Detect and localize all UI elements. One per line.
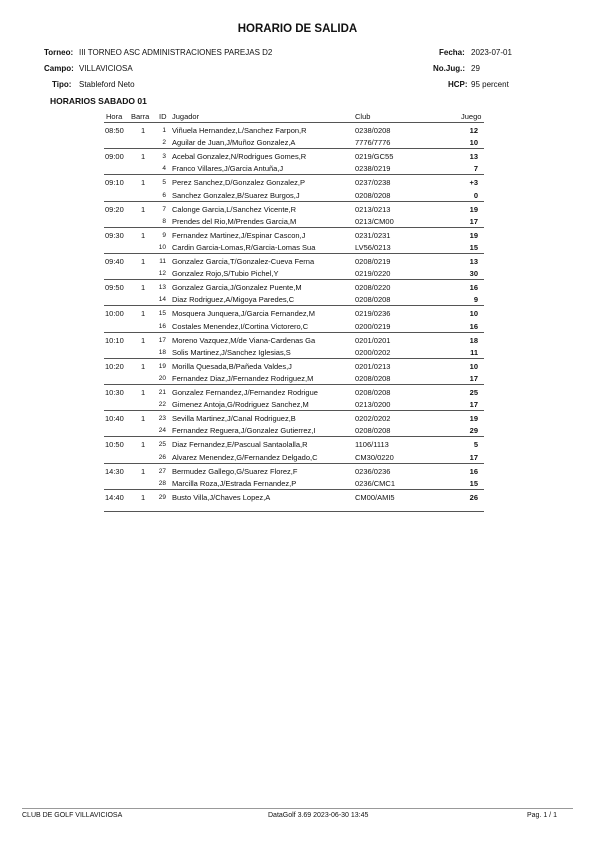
table-row	[104, 122, 484, 136]
column-header-jugador: Jugador	[172, 112, 200, 121]
cell-juego: 15	[469, 242, 478, 252]
cell-hora: 09:00	[105, 152, 124, 162]
cell-jugador: Fernandez Martinez,J/Espinar Cascon,J	[172, 230, 306, 240]
table-row	[104, 305, 484, 319]
cell-id: 5	[162, 179, 166, 187]
cell-jugador: Mosquera Junquera,J/Garcia Fernandez,M	[172, 309, 315, 319]
table-bottom-rule	[104, 511, 484, 512]
cell-juego: 29	[469, 426, 478, 436]
table-row	[104, 227, 484, 241]
cell-juego: 10	[469, 309, 478, 319]
cell-club: 0208/0219	[355, 257, 391, 266]
cell-juego: 15	[469, 478, 478, 488]
cell-hora: 10:40	[105, 414, 124, 424]
cell-jugador: Franco Villares,J/Garcia Antuña,J	[172, 164, 284, 174]
cell-id: 25	[158, 441, 166, 449]
cell-id: 15	[158, 310, 166, 318]
cell-juego: 13	[469, 152, 478, 162]
footer-page: Pag. 1 / 1	[527, 812, 557, 819]
fecha-value: 2023-07-01	[471, 48, 512, 57]
torneo-value: III TORNEO ASC ADMINISTRACIONES PAREJAS D2	[79, 48, 273, 57]
cell-juego: 26	[469, 492, 478, 502]
cell-juego: 18	[469, 335, 478, 345]
cell-id: 20	[158, 374, 166, 382]
table-row	[104, 266, 484, 279]
cell-id: 26	[158, 453, 166, 461]
cell-barra: 1	[141, 492, 146, 502]
table-row	[104, 201, 484, 215]
cell-hora: 09:10	[105, 178, 124, 188]
cell-jugador: Bermudez Gallego,G/Suarez Florez,F	[172, 466, 298, 476]
cell-juego: 17	[469, 373, 478, 383]
cell-jugador: Fernandez Reguera,J/Gonzalez Gutierrez,I	[172, 426, 316, 436]
cell-id: 22	[158, 401, 166, 409]
table-row	[104, 292, 484, 305]
cell-id: 19	[158, 362, 166, 370]
table-row	[104, 397, 484, 410]
cell-jugador: Aguilar de Juan,J/Muñoz Gonzalez,A	[172, 138, 296, 148]
cell-id: 17	[158, 336, 166, 344]
footer-software: DataGolf 3.69 2023-06-30 13:45	[268, 812, 369, 819]
cell-jugador: Alvarez Menendez,G/Fernandez Delgado,C	[172, 452, 318, 462]
cell-barra: 1	[141, 388, 146, 397]
table-row	[104, 489, 484, 503]
cell-hora: 10:00	[105, 309, 124, 319]
table-row	[104, 188, 484, 201]
tipo-label: Tipo:	[52, 80, 72, 89]
cell-club: 0231/0231	[355, 230, 391, 240]
hcp-label: HCP:	[448, 80, 468, 89]
cell-id: 13	[158, 284, 166, 292]
table-row	[104, 358, 484, 372]
cell-hora: 10:30	[105, 388, 124, 397]
cell-club: 0219/GC55	[355, 152, 394, 162]
cell-barra: 1	[141, 309, 146, 319]
cell-jugador: Calonge Garcia,L/Sanchez Vicente,R	[172, 204, 297, 214]
cell-barra: 1	[141, 414, 146, 424]
cell-juego: 11	[470, 347, 478, 357]
table-row	[104, 436, 484, 450]
table-row	[104, 332, 484, 346]
cell-jugador: Gonzalez Rojo,S/Tubio Pichel,Y	[172, 269, 279, 279]
cell-club: 0200/0202	[355, 347, 391, 357]
table-row	[104, 463, 484, 477]
cell-club: 0237/0238	[355, 178, 391, 188]
cell-juego: 19	[469, 204, 478, 214]
cell-jugador: Viñuela Hernandez,L/Sanchez Farpon,R	[172, 126, 307, 135]
cell-jugador: Perez Sanchez,D/Gonzalez Gonzalez,P	[172, 178, 305, 188]
column-header-hora: Hora	[106, 112, 123, 121]
cell-juego: 13	[469, 257, 478, 266]
cell-club: 1106/1113	[355, 440, 389, 450]
nojug-value: 29	[471, 64, 480, 73]
campo-label: Campo:	[44, 64, 74, 73]
cell-id: 12	[158, 270, 166, 278]
table-row	[104, 253, 484, 267]
cell-juego: 10	[469, 138, 478, 148]
cell-club: 0208/0208	[355, 190, 391, 200]
cell-juego: 25	[469, 388, 478, 397]
page-title: HORARIO DE SALIDA	[237, 23, 358, 35]
cell-juego: 5	[473, 440, 478, 450]
cell-barra: 1	[141, 466, 146, 476]
cell-club: 0201/0201	[355, 335, 391, 345]
cell-club: 0238/0208	[355, 126, 391, 135]
cell-club: 0236/0236	[355, 466, 391, 476]
cell-jugador: Cardin Garcia-Lomas,R/Garcia-Lomas Sua	[172, 242, 316, 252]
table-row	[104, 240, 484, 253]
cell-jugador: Gonzalez Fernandez,J/Fernandez Rodrigue	[172, 388, 318, 397]
table-row	[104, 371, 484, 384]
cell-jugador: Morilla Quesada,B/Pañeda Valdes,J	[172, 361, 292, 371]
cell-jugador: Gonzalez Garcia,T/Gonzalez-Cueva Ferna	[172, 257, 315, 266]
cell-juego: 17	[469, 400, 478, 410]
cell-club: 0208/0208	[355, 373, 391, 383]
table-row	[104, 450, 484, 463]
cell-hora: 14:40	[105, 492, 124, 502]
cell-club: CM00/AMI5	[355, 492, 395, 502]
cell-id: 29	[158, 493, 166, 501]
cell-id: 24	[158, 427, 166, 435]
cell-club: 0208/0208	[355, 295, 391, 305]
cell-club: 0213/CM00	[355, 216, 394, 226]
campo-value: VILLAVICIOSA	[79, 64, 133, 73]
fecha-label: Fecha:	[439, 48, 465, 57]
cell-club: 0208/0220	[355, 283, 391, 293]
cell-club: 0208/0208	[355, 426, 391, 436]
cell-barra: 1	[141, 335, 146, 345]
cell-club: 0213/0213	[355, 204, 391, 214]
footer-rule	[22, 808, 573, 809]
cell-juego: 0	[473, 190, 478, 200]
cell-club: CM30/0220	[355, 452, 394, 462]
torneo-label: Torneo:	[44, 48, 74, 57]
cell-jugador: Moreno Vazquez,M/de Viana-Cardenas Ga	[172, 335, 316, 345]
column-header-barra: Barra	[131, 112, 150, 121]
cell-id: 6	[162, 191, 166, 199]
table-row	[104, 423, 484, 436]
cell-id: 9	[162, 231, 166, 239]
cell-jugador: Fernandez Diaz,J/Fernandez Rodriguez,M	[172, 373, 314, 383]
table-row	[104, 174, 484, 188]
cell-jugador: Sanchez Gonzalez,B/Suarez Burgos,J	[172, 190, 300, 200]
cell-jugador: Costales Menendez,I/Cortina Victorero,C	[172, 321, 309, 331]
cell-id: 23	[158, 415, 166, 423]
cell-barra: 1	[141, 257, 146, 266]
cell-juego: 9	[473, 295, 478, 305]
table-row	[104, 319, 484, 332]
cell-id: 1	[162, 127, 166, 134]
cell-id: 2	[162, 139, 166, 147]
cell-id: 18	[158, 348, 166, 356]
cell-club: 7776/7776	[355, 138, 391, 148]
cell-club: 0202/0202	[355, 414, 391, 424]
cell-id: 14	[158, 296, 166, 304]
cell-id: 10	[158, 243, 166, 251]
cell-jugador: Solis Martinez,J/Sanchez Iglesias,S	[172, 347, 291, 357]
cell-juego: 12	[469, 126, 478, 135]
cell-id: 16	[158, 322, 166, 330]
cell-juego: 19	[469, 230, 478, 240]
cell-jugador: Gonzalez Garcia,J/Gonzalez Puente,M	[172, 283, 302, 293]
cell-jugador: Marcilla Roza,J/Estrada Fernandez,P	[172, 478, 297, 488]
cell-hora: 10:20	[105, 361, 124, 371]
cell-barra: 1	[141, 178, 146, 188]
cell-barra: 1	[141, 230, 146, 240]
cell-jugador: Sevilla Martinez,J/Canal Rodriguez,B	[172, 414, 296, 424]
table-row	[104, 161, 484, 174]
cell-hora: 09:40	[105, 257, 124, 266]
cell-id: 8	[162, 217, 166, 225]
cell-juego: 16	[469, 466, 478, 476]
table-row	[104, 410, 484, 424]
table-row	[104, 214, 484, 227]
table-row	[104, 384, 484, 398]
cell-jugador: Acebal Gonzalez,N/Rodrigues Gomes,R	[172, 152, 307, 162]
cell-hora: 09:30	[105, 230, 124, 240]
cell-barra: 1	[141, 361, 146, 371]
cell-hora: 09:50	[105, 283, 124, 293]
cell-hora: 10:10	[105, 335, 124, 345]
cell-juego: 30	[469, 269, 478, 279]
cell-juego: +3	[469, 178, 478, 188]
column-header-club: Club	[355, 112, 371, 121]
table-row	[104, 476, 484, 489]
cell-club: 0200/0219	[355, 321, 391, 331]
cell-juego: 7	[473, 164, 478, 174]
cell-jugador: Diaz Rodriguez,A/Migoya Paredes,C	[172, 295, 295, 305]
cell-club: 0213/0200	[355, 400, 391, 410]
nojug-label: No.Jug.:	[433, 64, 465, 73]
cell-juego: 16	[469, 321, 478, 331]
cell-id: 28	[158, 479, 166, 487]
table-row	[104, 135, 484, 148]
cell-jugador: Diaz Fernandez,E/Pascual Santaolalla,R	[172, 440, 308, 450]
cell-id: 3	[162, 153, 166, 161]
cell-juego: 19	[469, 414, 478, 424]
column-header-juego: Juego	[461, 112, 482, 121]
table-row	[104, 345, 484, 358]
cell-club: 0219/0236	[355, 309, 391, 319]
cell-hora: 08:50	[105, 126, 124, 135]
cell-id: 4	[162, 165, 166, 173]
cell-barra: 1	[141, 204, 146, 214]
tipo-value: Stableford Neto	[79, 80, 135, 89]
cell-juego: 16	[469, 283, 478, 293]
cell-jugador: Gimenez Antoja,G/Rodriguez Sanchez,M	[172, 400, 309, 410]
cell-club: 0238/0219	[355, 164, 391, 174]
cell-club: 0236/CMC1	[355, 478, 396, 488]
cell-hora: 09:20	[105, 204, 124, 214]
table-row	[104, 148, 484, 162]
cell-club: 0219/0220	[355, 269, 391, 279]
table-row	[104, 279, 484, 293]
footer-club: CLUB DE GOLF VILLAVICIOSA	[22, 812, 123, 819]
cell-club: 0208/0208	[355, 388, 391, 397]
cell-id: 27	[158, 467, 166, 475]
cell-juego: 17	[469, 452, 478, 462]
cell-juego: 17	[469, 216, 478, 226]
cell-hora: 14:30	[105, 466, 124, 476]
cell-id: 7	[162, 205, 166, 213]
cell-barra: 1	[141, 283, 146, 293]
cell-barra: 1	[141, 440, 146, 450]
cell-barra: 1	[141, 152, 146, 162]
cell-id: 11	[159, 258, 166, 265]
cell-jugador: Prendes del Rio,M/Prendes Garcia,M	[172, 216, 297, 226]
section-heading: HORARIOS SABADO 01	[50, 96, 147, 106]
hcp-value: 95 percent	[471, 80, 509, 89]
cell-hora: 10:50	[105, 440, 124, 450]
cell-juego: 10	[469, 361, 478, 371]
cell-barra: 1	[141, 126, 146, 135]
cell-id: 21	[158, 389, 166, 396]
cell-jugador: Busto Villa,J/Chaves Lopez,A	[172, 492, 271, 502]
cell-club: 0201/0213	[355, 361, 391, 371]
cell-club: LV56/0213	[355, 242, 391, 252]
column-header-id: ID	[159, 112, 167, 121]
